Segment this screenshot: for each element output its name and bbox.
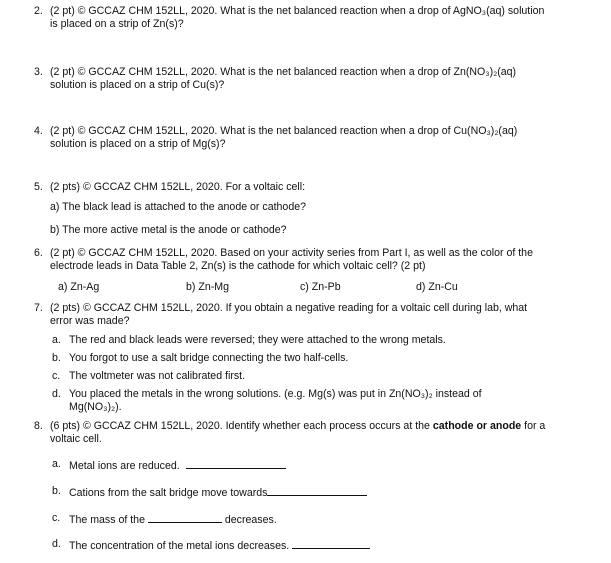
q8-item-c <box>69 512 277 527</box>
q6-number: 6. <box>34 247 43 259</box>
q2-text-line2: is placed on a strip of Zn(s)? <box>50 18 184 30</box>
q7-text-line1: (2 pts) © GCCAZ CHM 152LL, 2020. If you obtain a negative reading for a voltaic cell during lab, what <box>50 302 528 314</box>
q8-a-letter: a. <box>52 458 61 470</box>
q8-text-line1 <box>50 420 545 433</box>
q8-text-post: for a <box>521 420 546 432</box>
q8-d-answer-blank[interactable] <box>292 538 370 549</box>
q4-text-line2: solution is placed on a strip of Mg(s)? <box>50 138 226 150</box>
q8-item-b <box>69 485 367 500</box>
q5-part-b: b) The more active metal is the anode or cathode? <box>50 224 287 236</box>
q5-text-line1: (2 pts) © GCCAZ CHM 152LL, 2020. For a voltaic cell: <box>50 181 306 193</box>
q4-number: 4. <box>34 125 43 137</box>
q7-text-line2: error was made? <box>50 315 130 327</box>
q6-option-c: c) Zn-Pb <box>300 281 341 293</box>
q8-a-answer-blank[interactable] <box>186 458 286 469</box>
q8-item-b-text: Cations from the salt bridge move towards <box>69 487 268 499</box>
q8-b-answer-blank[interactable] <box>267 485 367 496</box>
q3-text-line2: solution is placed on a strip of Cu(s)? <box>50 79 225 91</box>
q8-item-a <box>69 458 286 473</box>
q3-text-line1: (2 pt) © GCCAZ CHM 152LL, 2020. What is the net balanced reaction when a drop of Zn(NO₃)₂(aq) <box>50 66 517 78</box>
q7-choice-d-line1: You placed the metals in the wrong solutions. (e.g. Mg(s) was put in Zn(NO₃)₂ instead of <box>69 388 482 400</box>
q7-d-letter: d. <box>52 388 61 400</box>
q8-item-d <box>69 538 370 553</box>
q7-number: 7. <box>34 302 43 314</box>
q6-option-a: a) Zn-Ag <box>58 281 100 293</box>
q7-choice-d-line2: Mg(NO₃)₂). <box>69 401 122 413</box>
q7-choice-c: The voltmeter was not calibrated first. <box>69 370 246 382</box>
q8-item-d-text: The concentration of the metal ions decreases. <box>69 540 290 552</box>
q7-choice-b: You forgot to use a salt bridge connecting the two half-cells. <box>69 352 349 364</box>
q4-text-line1: (2 pt) © GCCAZ CHM 152LL, 2020. What is the net balanced reaction when a drop of Cu(NO₃)₂(aq) <box>50 125 518 137</box>
q7-b-letter: b. <box>52 352 61 364</box>
q8-c-answer-blank[interactable] <box>148 512 222 523</box>
q8-text-line2: voltaic cell. <box>50 433 102 445</box>
q3-number: 3. <box>34 66 43 78</box>
q8-text-bold: cathode or anode <box>432 420 522 432</box>
q6-option-b: b) Zn-Mg <box>186 281 229 293</box>
q7-c-letter: c. <box>52 370 61 382</box>
q2-number: 2. <box>34 5 43 17</box>
q2-text-line1: (2 pt) © GCCAZ CHM 152LL, 2020. What is the net balanced reaction when a drop of AgNO₃(aq) solution <box>50 5 545 17</box>
q6-option-d: d) Zn-Cu <box>416 281 458 293</box>
q8-item-c-text-post: decreases. <box>224 514 277 526</box>
q6-text-line2: electrode leads in Data Table 2, Zn(s) is the cathode for which voltaic cell? (2 pt) <box>50 260 426 272</box>
q7-choice-a: The red and black leads were reversed; they were attached to the wrong metals. <box>69 334 446 346</box>
q5-part-a: a) The black lead is attached to the anode or cathode? <box>50 201 306 213</box>
q6-text-line1: (2 pt) © GCCAZ CHM 152LL, 2020. Based on your activity series from Part I, as well as the color of the <box>50 247 533 259</box>
q8-text-pre: (6 pts) © GCCAZ CHM 152LL, 2020. Identify whether each process occurs at the <box>50 420 433 432</box>
q8-number: 8. <box>34 420 43 432</box>
q8-item-a-text: Metal ions are reduced. <box>69 460 180 472</box>
q8-item-c-text-pre: The mass of the <box>69 514 145 526</box>
q5-number: 5. <box>34 181 43 193</box>
q8-c-letter: c. <box>52 512 61 524</box>
q8-d-letter: d. <box>52 538 61 550</box>
q7-a-letter: a. <box>52 334 61 346</box>
q8-b-letter: b. <box>52 485 61 497</box>
